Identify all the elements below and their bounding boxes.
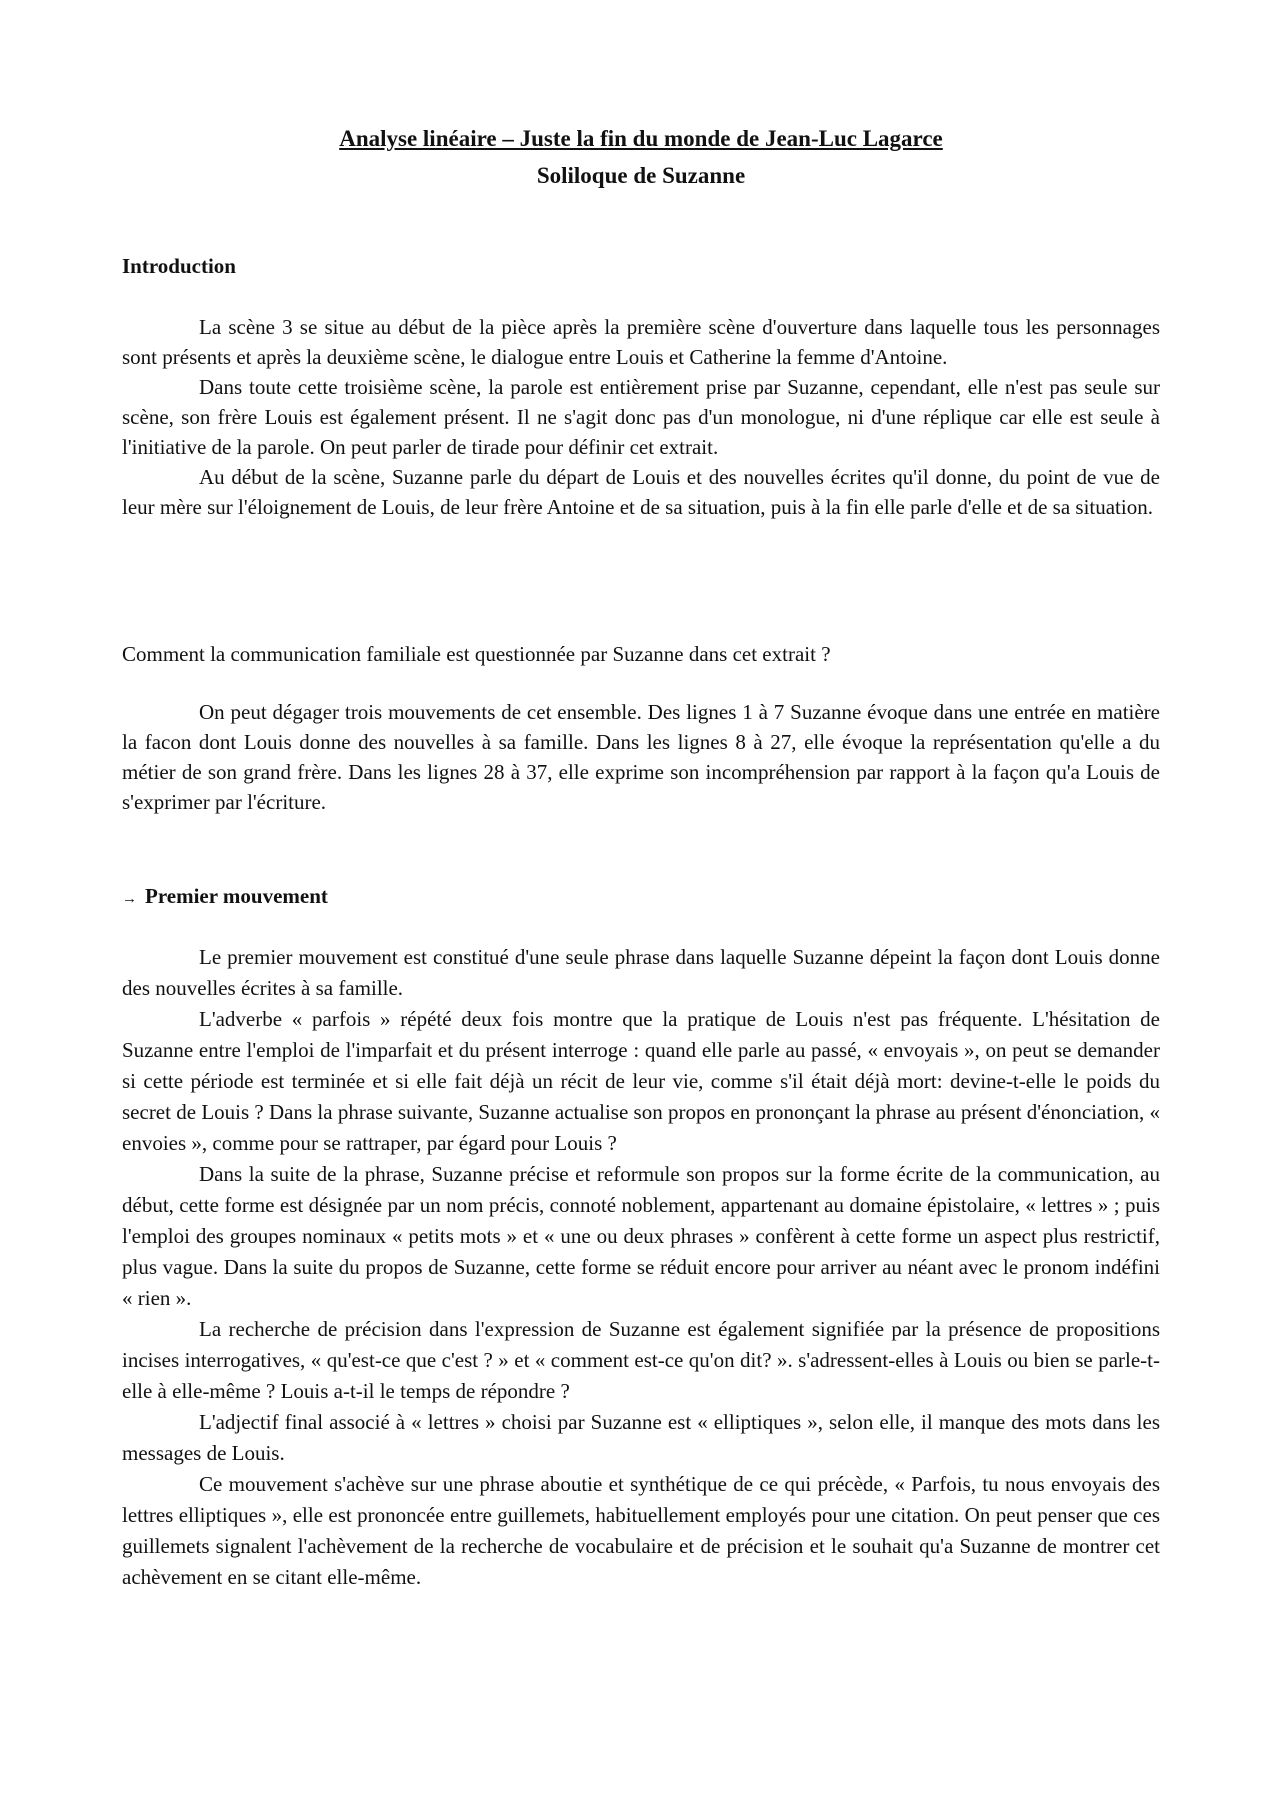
paragraph: On peut dégager trois mouvements de cet ensemble. Des lignes 1 à 7 Suzanne évoque dans une entrée en matière la facon dont Louis donne des nouvelles à sa famille. Dans les lignes 8 à 27, elle évoque la représentation qu'elle a du métier de son grand frère. Dans les lignes 28 à 37, elle exprime son incompréhension par rapport à la façon qu'a Louis de s'exprimer par l'écriture. (122, 700, 1160, 814)
paragraph: L'adverbe « parfois » répété deux fois montre que la pratique de Louis n'est pas fréquente. L'hésitation de Suzanne entre l'emploi de l'imparfait et du présent interroge : quand elle parle au passé, « envoyais », on peut se demander si cette période est terminée et si elle fait déjà un récit de leur vie, comme s'il était déjà mort: devine-t-elle le poids du secret de Louis ? Dans la phrase suivante, Suzanne actualise son propos en prononçant la phrase au présent d'énonciation, « envoies », comme pour se rattraper, par égard pour Louis ? (122, 1007, 1160, 1155)
paragraph: Au début de la scène, Suzanne parle du départ de Louis et des nouvelles écrites qu'il donne, du point de vue de leur mère sur l'éloignement de Louis, de leur frère Antoine et de sa situation, puis à la fin elle parle d'elle et de sa situation. (122, 465, 1160, 519)
movement1-heading (122, 881, 1160, 914)
paragraph: Dans la suite de la phrase, Suzanne précise et reformule son propos sur la forme écrite de la communication, au début, cette forme est désignée par un nom précis, connoté noblement, appartenant au domaine épistolaire, « lettres » ; puis l'emploi des groupes nominaux « petits mots » et « une ou deux phrases » confèrent à cette forme un aspect plus restrictif, plus vague. Dans la suite du propos de Suzanne, cette forme se réduit encore pour arriver au néant avec le pronom indéfini « rien ». (122, 1162, 1160, 1310)
problematic-question: Comment la communication familiale est questionnée par Suzanne dans cet extrait ? (122, 642, 831, 666)
movement1-heading-text: Premier mouvement (145, 884, 328, 908)
movement1-body (122, 942, 1160, 1593)
arrow-right-icon: → (122, 891, 137, 907)
plan-body (122, 697, 1160, 817)
paragraph: L'adjectif final associé à « lettres » choisi par Suzanne est « elliptiques », selon elle, il manque des mots dans les messages de Louis. (122, 1410, 1160, 1465)
paragraph: Dans toute cette troisième scène, la parole est entièrement prise par Suzanne, cependant, elle n'est pas seule sur scène, son frère Louis est également présent. Il ne s'agit donc pas d'un monologue, ni d'une réplique car elle est seule à l'initiative de la parole. On peut parler de tirade pour définir cet extrait. (122, 375, 1160, 459)
document-subtitle: Soliloque de Suzanne (536, 163, 746, 188)
document-title: Analyse linéaire – Juste la fin du monde de Jean-Luc Lagarce (339, 126, 943, 151)
introduction-heading: Introduction (122, 254, 236, 278)
paragraph: Ce mouvement s'achève sur une phrase aboutie et synthétique de ce qui précède, « Parfois, tu nous envoyais des lettres elliptiques », elle est prononcée entre guillemets, habituellement employés pour une citation. On peut penser que ces guillemets signalent l'achèvement de la recherche de vocabulaire et de précision et le souhait qu'a Suzanne de montrer cet achèvement en se citant elle-même. (122, 1472, 1160, 1589)
paragraph: Le premier mouvement est constitué d'une seule phrase dans laquelle Suzanne dépeint la façon dont Louis donne des nouvelles écrites à sa famille. (122, 945, 1160, 1000)
introduction-body (122, 312, 1160, 522)
paragraph: La scène 3 se situe au début de la pièce après la première scène d'ouverture dans laquelle tous les personnages sont présents et après la deuxième scène, le dialogue entre Louis et Catherine la femme d'Antoine. (122, 315, 1160, 369)
paragraph: La recherche de précision dans l'expression de Suzanne est également signifiée par la présence de propositions incises interrogatives, « qu'est-ce que c'est ? » et « comment est-ce qu'on dit? ». s'adressent-elles à Louis ou bien se parle-t-elle à elle-même ? Louis a-t-il le temps de répondre ? (122, 1317, 1160, 1403)
